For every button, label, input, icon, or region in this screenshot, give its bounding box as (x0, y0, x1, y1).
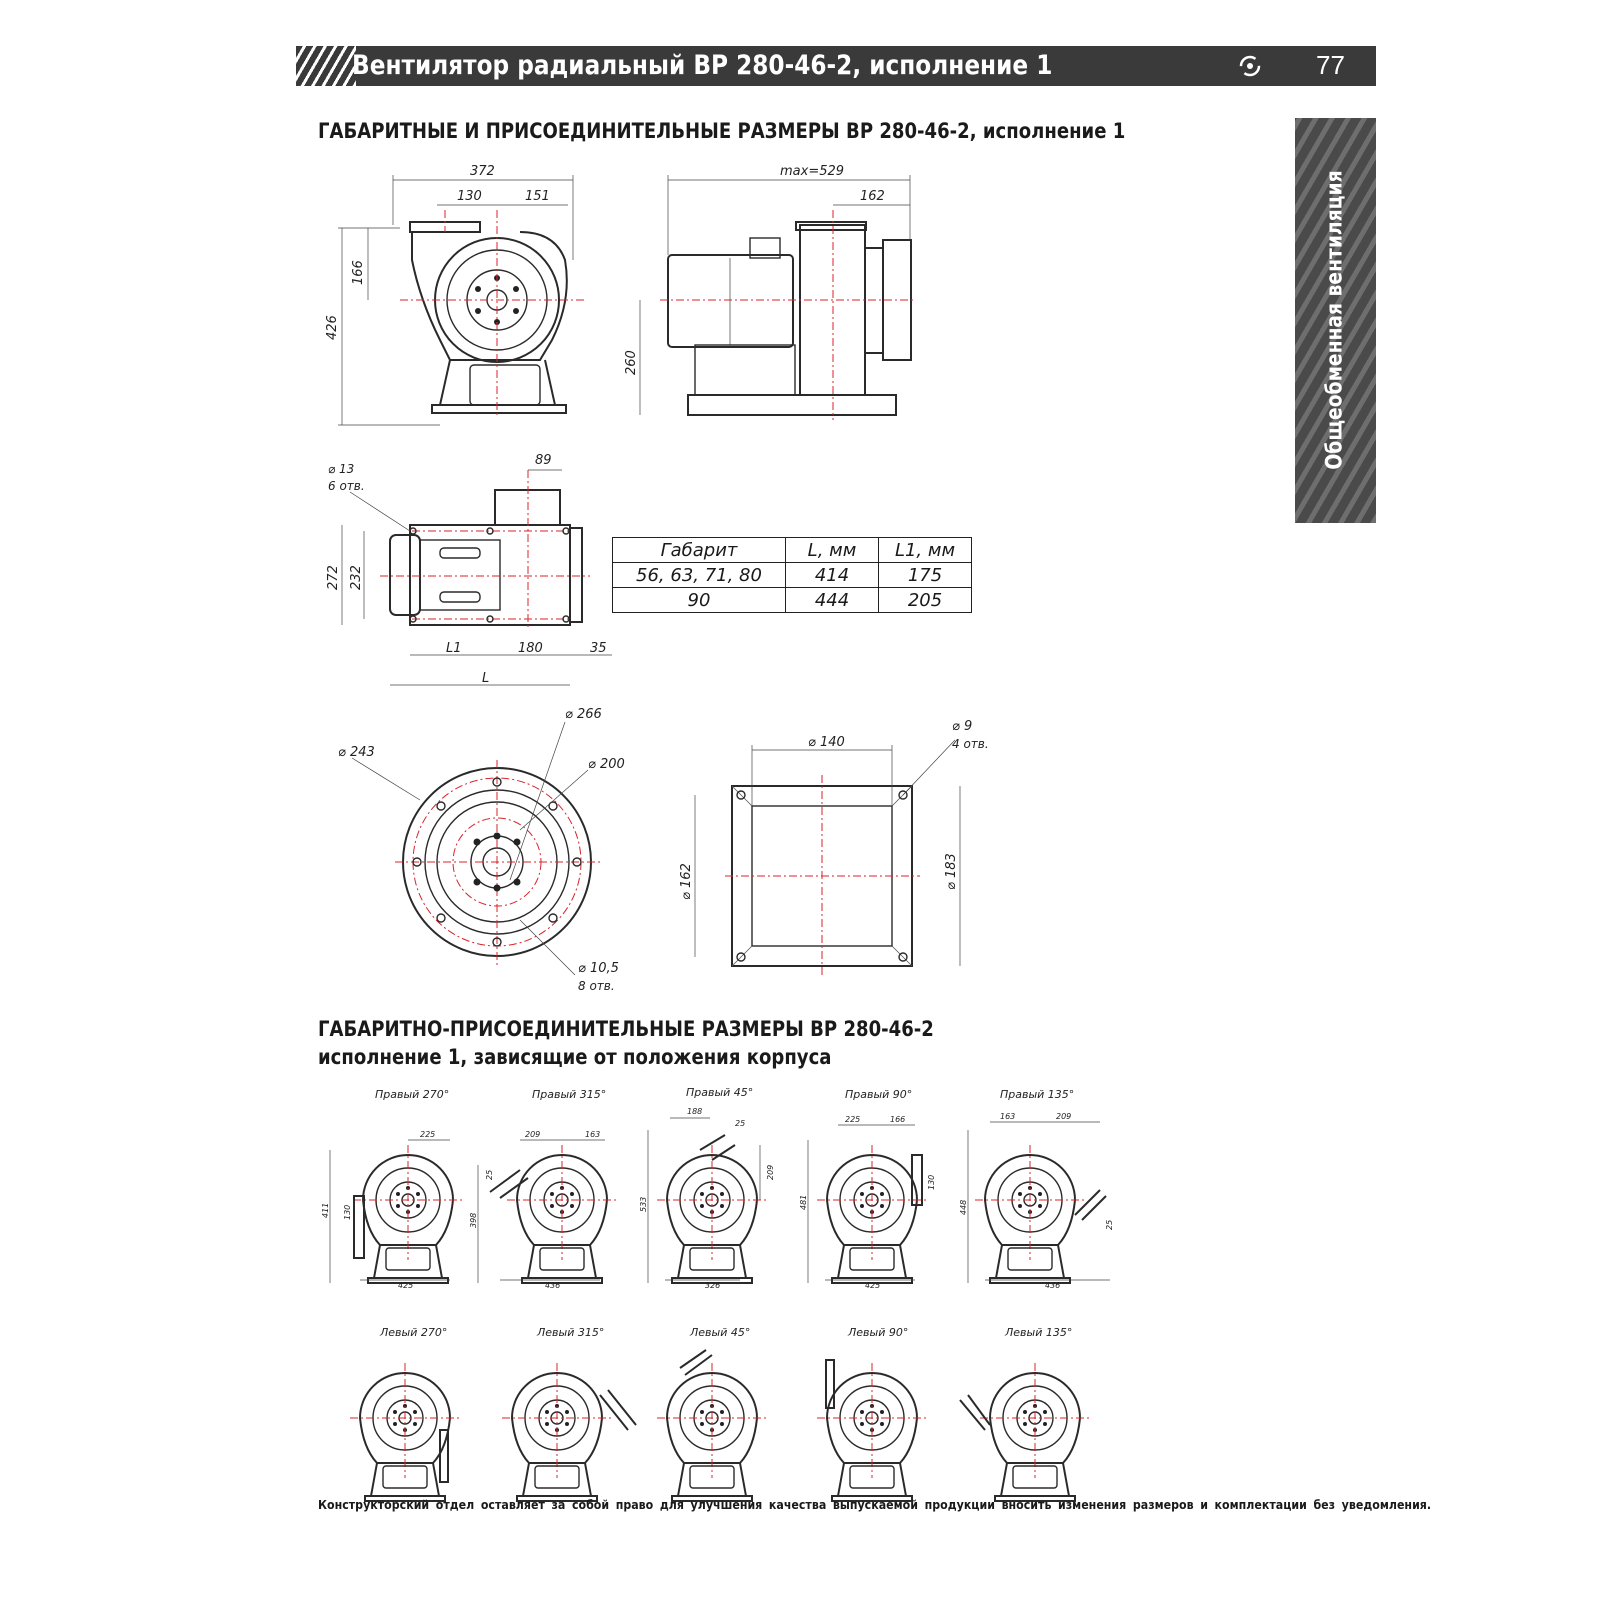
dim-166: 166 (351, 260, 366, 285)
section2-title-line1: ГАБАРИТНО-ПРИСОЕДИНИТЕЛЬНЫЕ РАЗМЕРЫ ВР 280-46-2 (318, 1017, 934, 1041)
dim-label: 163 (1000, 1112, 1016, 1121)
position-label: Правый 135° (1000, 1088, 1075, 1101)
position-label: Правый 315° (532, 1088, 607, 1101)
position-label: Левый 90° (848, 1326, 909, 1339)
outlet-d183: ⌀ 183 (944, 853, 959, 890)
dim-89: 89 (535, 453, 552, 468)
dim-label: 436 (1045, 1281, 1061, 1290)
section2-title-line2: исполнение 1, зависящие от положения корпуса (318, 1045, 832, 1069)
dim-label: 130 (927, 1174, 936, 1190)
dim-162: 162 (860, 189, 885, 204)
position-label: Левый 45° (690, 1326, 751, 1339)
position-label: Правый 45° (686, 1086, 754, 1099)
position-label: Левый 270° (380, 1326, 448, 1339)
dim-260: 260 (624, 350, 639, 375)
position-right-45 (639, 1086, 775, 1290)
table-cell: 175 (879, 563, 972, 588)
dim-label: 225 (420, 1130, 436, 1139)
dim-label: 481 (799, 1194, 808, 1210)
dim-L: L (482, 671, 490, 686)
inlet-hole-count: 8 отв. (578, 979, 615, 993)
position-left-315 (502, 1326, 636, 1501)
side-tab-label: Общеобменная вентиляция (1322, 170, 1348, 470)
dim-232: 232 (349, 565, 364, 590)
footer-disclaimer: Конструкторский отдел оставляет за собой право для улучшения качества выпускаемой продукции вносить изменения размеров и комплектации без уведомления. (318, 1498, 1432, 1512)
page-number: 77 (1316, 50, 1345, 80)
dim-label: 398 (469, 1212, 478, 1228)
dim-label: 425 (398, 1281, 414, 1290)
dim-label: 326 (705, 1281, 721, 1290)
dim-130: 130 (457, 189, 482, 204)
position-label: Правый 90° (845, 1088, 913, 1101)
dim-372: 372 (470, 164, 495, 179)
table-cell: 56, 63, 71, 80 (613, 563, 786, 588)
dim-35: 35 (590, 641, 607, 656)
dim-151: 151 (525, 189, 550, 204)
outlet-d162: ⌀ 162 (679, 863, 694, 900)
dim-label: 448 (959, 1199, 968, 1215)
dim-label: 225 (845, 1115, 861, 1124)
outlet-d9: ⌀ 9 (952, 719, 973, 734)
dim-label: 166 (890, 1115, 906, 1124)
position-label: Левый 315° (537, 1326, 605, 1339)
inlet-d266: ⌀ 266 (565, 707, 602, 722)
table-cell: 414 (786, 563, 879, 588)
dim-label: 209 (766, 1164, 775, 1180)
table-header-L: L, мм (786, 538, 879, 563)
position-left-270 (350, 1326, 460, 1501)
position-left-90 (817, 1326, 927, 1501)
dim-label: 436 (545, 1281, 561, 1290)
hole-13-label: ⌀ 13 (328, 462, 355, 476)
outlet-d140: ⌀ 140 (808, 735, 845, 750)
table-header-L1: L1, мм (879, 538, 972, 563)
section1-title: ГАБАРИТНЫЕ И ПРИСОЕДИНИТЕЛЬНЫЕ РАЗМЕРЫ ВР 280-46-2, исполнение 1 (318, 119, 1126, 143)
position-right-315 (469, 1088, 617, 1290)
outlet-hole-count: 4 отв. (952, 737, 989, 751)
dim-label: 209 (1056, 1112, 1072, 1121)
position-left-45 (657, 1326, 767, 1501)
position-right-90 (799, 1088, 936, 1290)
dim-max-529: max=529 (780, 164, 845, 179)
table-header-size: Габарит (613, 538, 786, 563)
table-cell: 444 (786, 588, 879, 613)
position-right-270 (321, 1088, 463, 1290)
position-right-135 (959, 1088, 1114, 1290)
dim-L1: L1 (446, 641, 462, 656)
position-label: Правый 270° (375, 1088, 450, 1101)
dim-label: 25 (1105, 1219, 1114, 1230)
dim-180: 180 (518, 641, 543, 656)
dim-272: 272 (326, 565, 341, 590)
inlet-d243: ⌀ 243 (338, 745, 375, 760)
table-cell: 90 (613, 588, 786, 613)
header-title: Вентилятор радиальный ВР 280-46-2, исполнение 1 (352, 50, 1053, 81)
position-label: Левый 135° (1005, 1326, 1073, 1339)
dim-label: 411 (321, 1202, 330, 1218)
dim-label: 209 (525, 1130, 541, 1139)
inlet-d200: ⌀ 200 (588, 757, 625, 772)
dim-label: 25 (485, 1169, 494, 1180)
dim-label: 163 (585, 1130, 601, 1139)
hole-13-count: 6 отв. (328, 479, 365, 493)
dim-label: 188 (687, 1107, 703, 1116)
dim-label: 25 (735, 1119, 746, 1128)
table-cell: 205 (879, 588, 972, 613)
inlet-d10-5: ⌀ 10,5 (578, 961, 619, 976)
dim-label: 533 (639, 1196, 648, 1212)
dim-label: 425 (865, 1281, 881, 1290)
dim-label: 130 (343, 1204, 352, 1220)
position-left-135 (960, 1326, 1090, 1501)
dim-426: 426 (325, 315, 340, 340)
